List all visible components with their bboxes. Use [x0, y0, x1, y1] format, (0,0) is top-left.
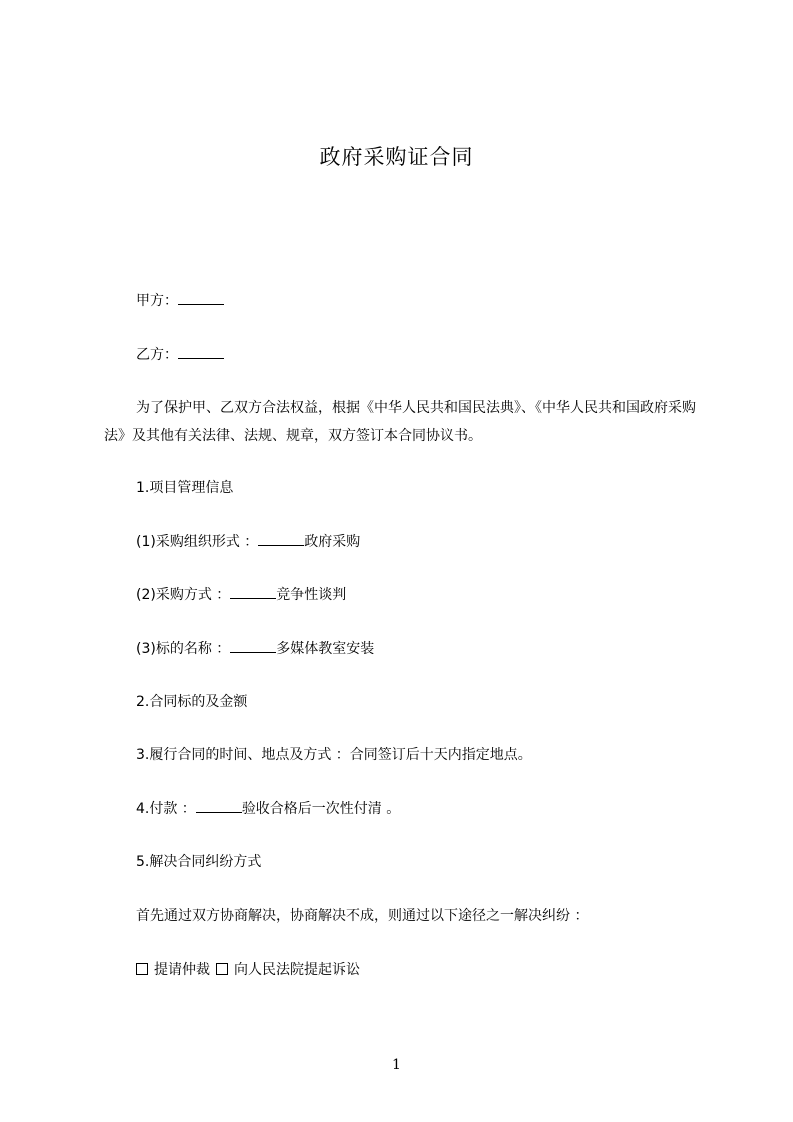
item1-label: (1)采购组织形式 ：: [136, 534, 259, 550]
payment-label: 4.付款 ：: [136, 801, 196, 817]
item1-blank: [258, 532, 304, 546]
item1-line: [136, 532, 360, 552]
contract-title: 政府采购证合同: [319, 145, 474, 169]
lawsuit-checkbox[interactable]: [216, 963, 228, 975]
item2-blank: [230, 585, 276, 599]
dispute-options: [136, 960, 360, 980]
intro-paragraph: 为了保护甲、乙双方合法权益，根据《中华人民共和国民法典》、《中华人民共和国政府采购法》及其他有关法律、法规、规章，双方签订本合同协议书。: [104, 400, 696, 444]
arbitration-checkbox[interactable]: [136, 963, 148, 975]
item2-line: [136, 585, 346, 605]
page-number: 1: [392, 1057, 401, 1073]
party-b-line: [136, 345, 224, 365]
arbitration-label: 提请仲裁: [154, 962, 210, 978]
item1-value: 政府采购: [304, 534, 361, 550]
item2-value: 竞争性谈判: [276, 587, 347, 603]
party-a-blank: [178, 291, 224, 305]
payment-line: [136, 799, 400, 819]
party-a-label: 甲方：: [136, 293, 178, 309]
item3-blank: [230, 639, 276, 653]
party-a-line: [136, 291, 224, 311]
party-b-blank: [178, 345, 224, 359]
item2-label: (2)采购方式 ：: [136, 587, 231, 603]
section2-heading: 2.合同标的及金额: [136, 694, 248, 710]
lawsuit-label: 向人民法院提起诉讼: [234, 962, 360, 978]
item3-value: 多媒体教室安装: [276, 641, 375, 657]
section1-heading: 1.项目管理信息: [136, 480, 234, 496]
dispute-text: 首先通过双方协商解决，协商解决不成，则通过以下途径之一解决纠纷 ：: [136, 908, 589, 924]
item3-line: [136, 639, 374, 659]
item3-label: (3)标的名称 ：: [136, 641, 231, 657]
party-b-label: 乙方：: [136, 347, 178, 363]
section3-text: 3.履行合同的时间、地点及方式 ：合同签订后十天内指定地点。: [136, 747, 532, 763]
section5-heading: 5.解决合同纠纷方式: [136, 854, 262, 870]
payment-value: 验收合格后一次性付清 。: [241, 801, 401, 817]
payment-blank: [196, 799, 242, 813]
